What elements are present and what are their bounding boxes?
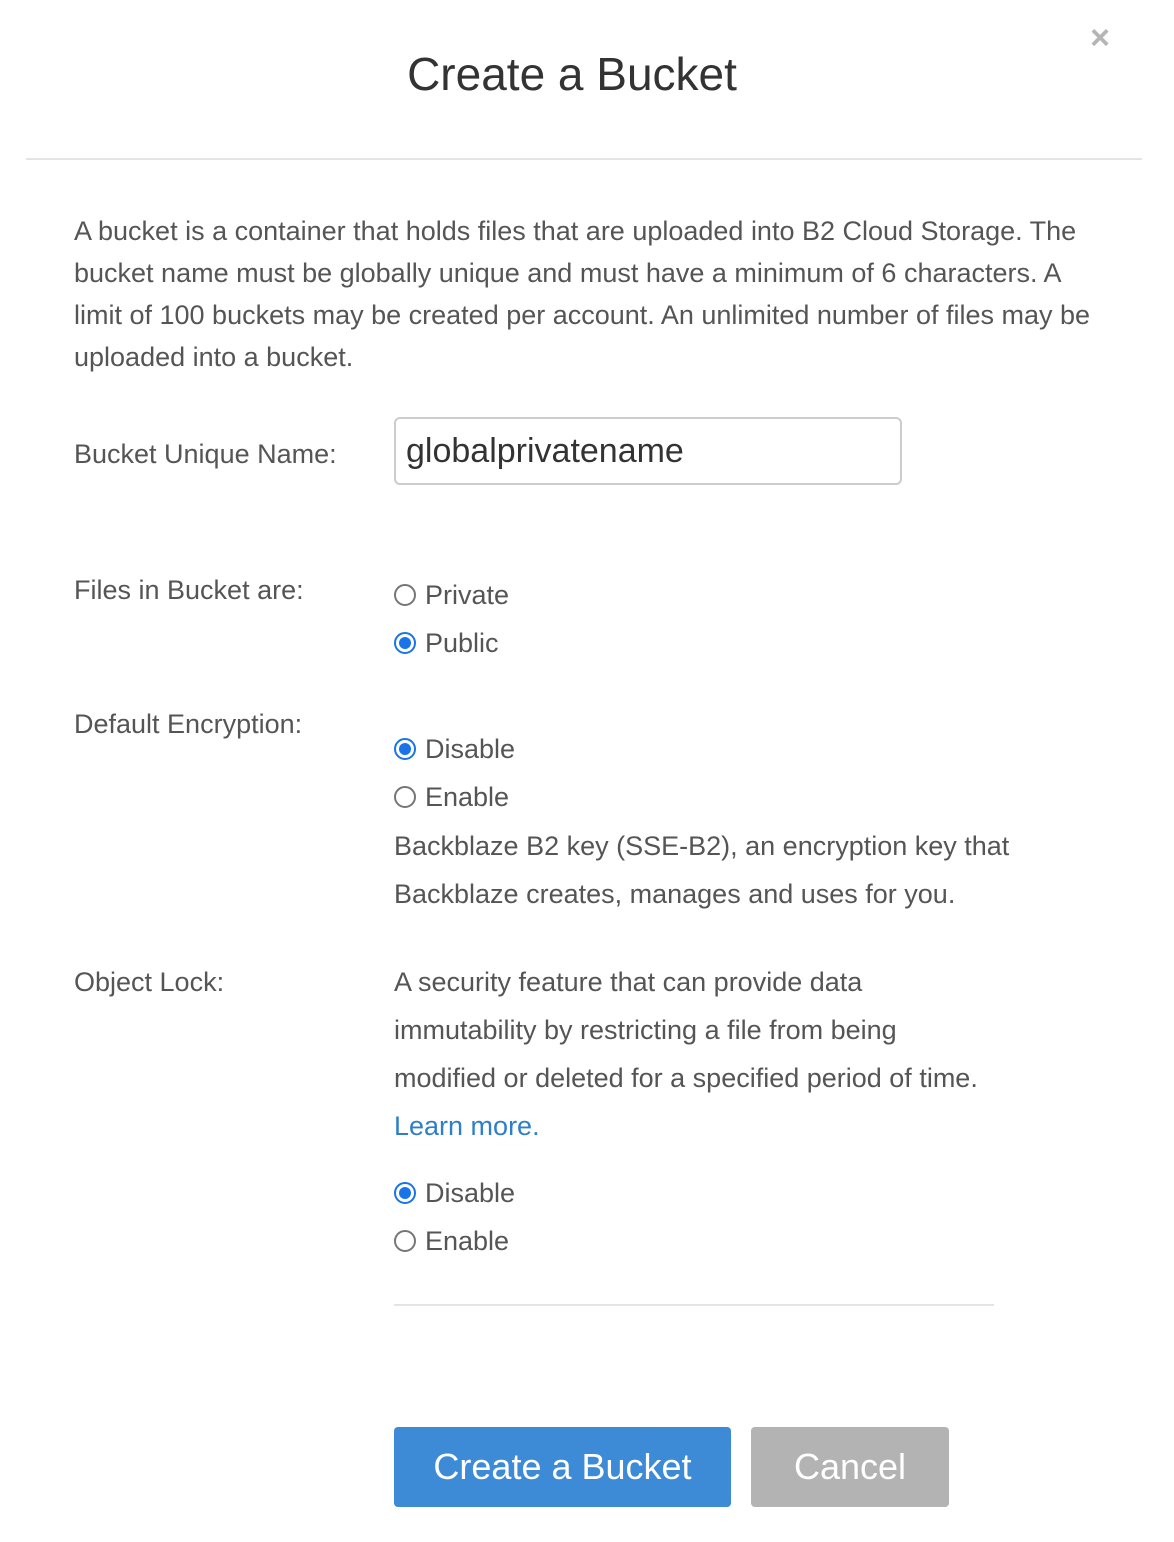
encryption-enable-option[interactable] [394, 780, 509, 814]
bucket-name-label: Bucket Unique Name: [74, 439, 337, 469]
object-lock-label: Object Lock: [74, 967, 225, 997]
encryption-enable-label: Enable [425, 782, 510, 812]
object-lock-description [394, 958, 994, 1150]
bucket-name-input[interactable] [394, 417, 902, 485]
title-divider [26, 158, 1142, 160]
object-lock-disable-label: Disable [425, 1178, 516, 1208]
object-lock-disable-radio[interactable] [394, 1182, 416, 1204]
cancel-button[interactable]: Cancel [751, 1427, 949, 1507]
form-divider [394, 1304, 994, 1306]
create-bucket-button[interactable]: Create a Bucket [394, 1427, 731, 1507]
dialog-title: Create a Bucket [407, 48, 737, 100]
files-private-label: Private [425, 580, 510, 610]
encryption-disable-radio[interactable] [394, 738, 416, 760]
files-public-label: Public [425, 628, 499, 658]
object-lock-enable-radio[interactable] [394, 1230, 416, 1252]
object-lock-enable-label: Enable [425, 1226, 510, 1256]
encryption-disable-option[interactable] [394, 732, 515, 766]
encryption-disable-label: Disable [425, 734, 516, 764]
files-private-radio[interactable] [394, 584, 416, 606]
encryption-description: Backblaze B2 key (SSE-B2), an encryption key that Backblaze creates, manages and uses for you. [394, 831, 1010, 909]
files-visibility-label: Files in Bucket are: [74, 575, 304, 605]
learn-more-link[interactable]: Learn more. [394, 1111, 540, 1141]
object-lock-disable-option[interactable] [394, 1176, 515, 1210]
encryption-enable-radio[interactable] [394, 786, 416, 808]
object-lock-description-text: A security feature that can provide data immutability by restricting a file from being modified or deleted for a specified period of time. [394, 967, 978, 1093]
object-lock-enable-option[interactable] [394, 1224, 509, 1258]
close-icon[interactable]: × [1090, 19, 1110, 57]
files-public-radio[interactable] [394, 632, 416, 654]
files-public-option[interactable] [394, 626, 499, 660]
files-private-option[interactable] [394, 578, 509, 612]
intro-text: A bucket is a container that holds files that are uploaded into B2 Cloud Storage. The bucket name must be globally unique and must have a minimum of 6 characters. A limit of 100 buckets may be created per account. An unlimited number of files may be uploaded into a bucket. [74, 216, 1091, 372]
encryption-label: Default Encryption: [74, 709, 303, 739]
